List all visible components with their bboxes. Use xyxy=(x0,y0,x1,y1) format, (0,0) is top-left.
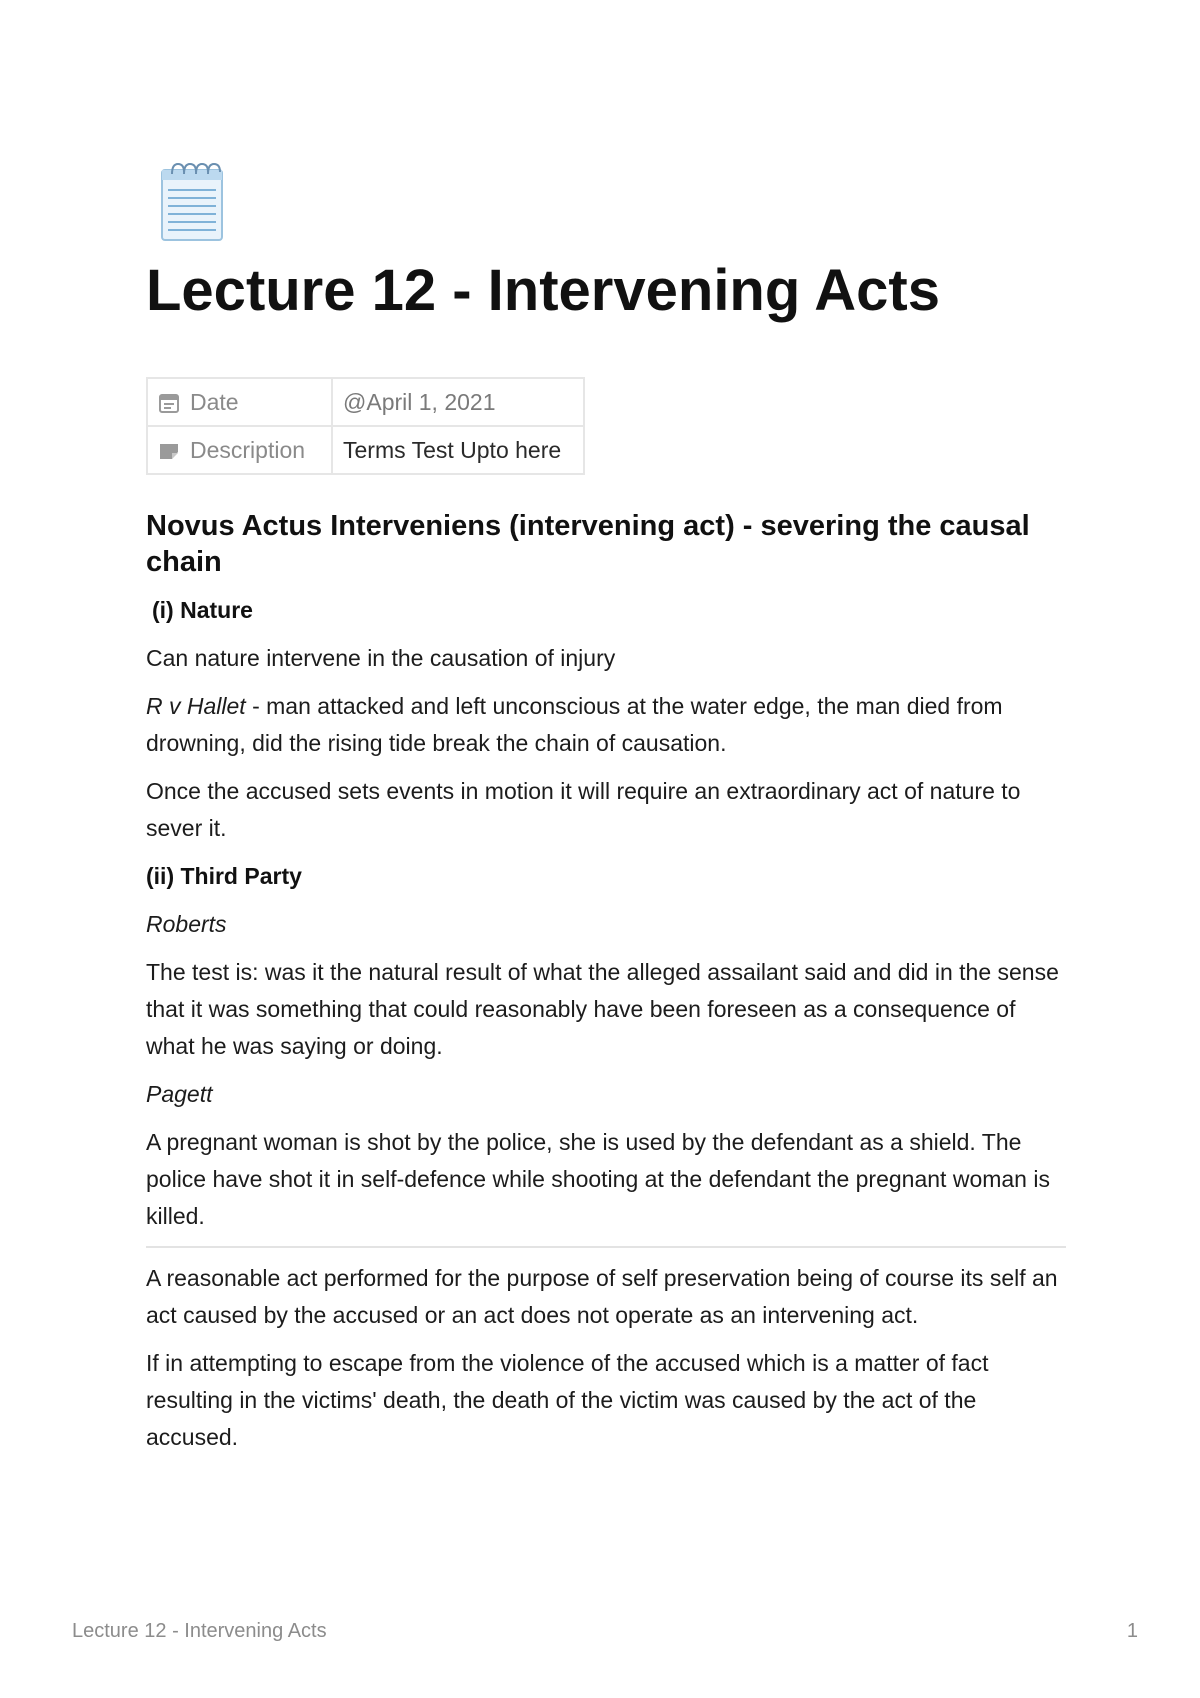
case-name-roberts xyxy=(146,906,1066,943)
paragraph-nature-rule: Once the accused sets events in motion it will require an extraordinary act of nature to sever it. xyxy=(146,778,1021,841)
property-value-description[interactable]: Terms Test Upto here xyxy=(332,426,584,474)
page-content xyxy=(146,508,1066,1467)
paragraph-escape-rule: If in attempting to escape from the violence of the accused which is a matter of fact resulting in the victims' death, the death of the victim was caused by the act of the accused. xyxy=(146,1350,989,1450)
section-heading: Novus Actus Interveniens (intervening act) - severing the causal chain xyxy=(146,510,1030,578)
property-key-label: Date xyxy=(190,388,239,415)
text-lines-icon xyxy=(158,440,180,462)
properties-table xyxy=(146,377,585,475)
property-key-description xyxy=(147,426,332,474)
case-name-pagett-text: Pagett xyxy=(146,1081,213,1107)
notepad-icon xyxy=(158,160,230,242)
property-row-date xyxy=(147,378,584,426)
property-key-label: Description xyxy=(190,436,306,463)
paragraph-self-preservation: A reasonable act performed for the purpose of self preservation being of course its self an act caused by the accused or an act does not operate as an intervening act. xyxy=(146,1265,1058,1328)
property-value-date[interactable]: @April 1, 2021 xyxy=(332,378,584,426)
property-key-date xyxy=(147,378,332,426)
subheading-nature: (i) Nature xyxy=(152,597,253,623)
hallet-description: - man attacked and left unconscious at the water edge, the man died from drowning, did the rising tide break the chain of causation. xyxy=(146,693,1003,756)
page-number: 1 xyxy=(1126,1620,1138,1642)
case-name-hallet: R v Hallet xyxy=(146,693,246,719)
paragraph-roberts-test: The test is: was it the natural result of what the alleged assailant said and did in the sense that it was something that could reasonably have been foreseen as a consequence of what he was saying or doing. xyxy=(146,959,1059,1059)
subheading-third-party: (ii) Third Party xyxy=(146,863,302,889)
case-name-roberts-text: Roberts xyxy=(146,911,227,937)
property-row-description xyxy=(147,426,584,474)
paragraph-nature-question: Can nature intervene in the causation of injury xyxy=(146,645,616,671)
paragraph-hallet xyxy=(146,688,1066,762)
case-name-pagett xyxy=(146,1076,1066,1113)
footer-title: Lecture 12 - Intervening Acts xyxy=(72,1620,327,1642)
calendar-icon xyxy=(158,392,180,414)
paragraph-pagett-facts: A pregnant woman is shot by the police, she is used by the defendant as a shield. The police have shot it in self-defence while shooting at the defendant the pregnant woman is killed. xyxy=(146,1129,1050,1229)
page-title: Lecture 12 - Intervening Acts xyxy=(146,258,940,323)
divider xyxy=(146,1246,1066,1248)
